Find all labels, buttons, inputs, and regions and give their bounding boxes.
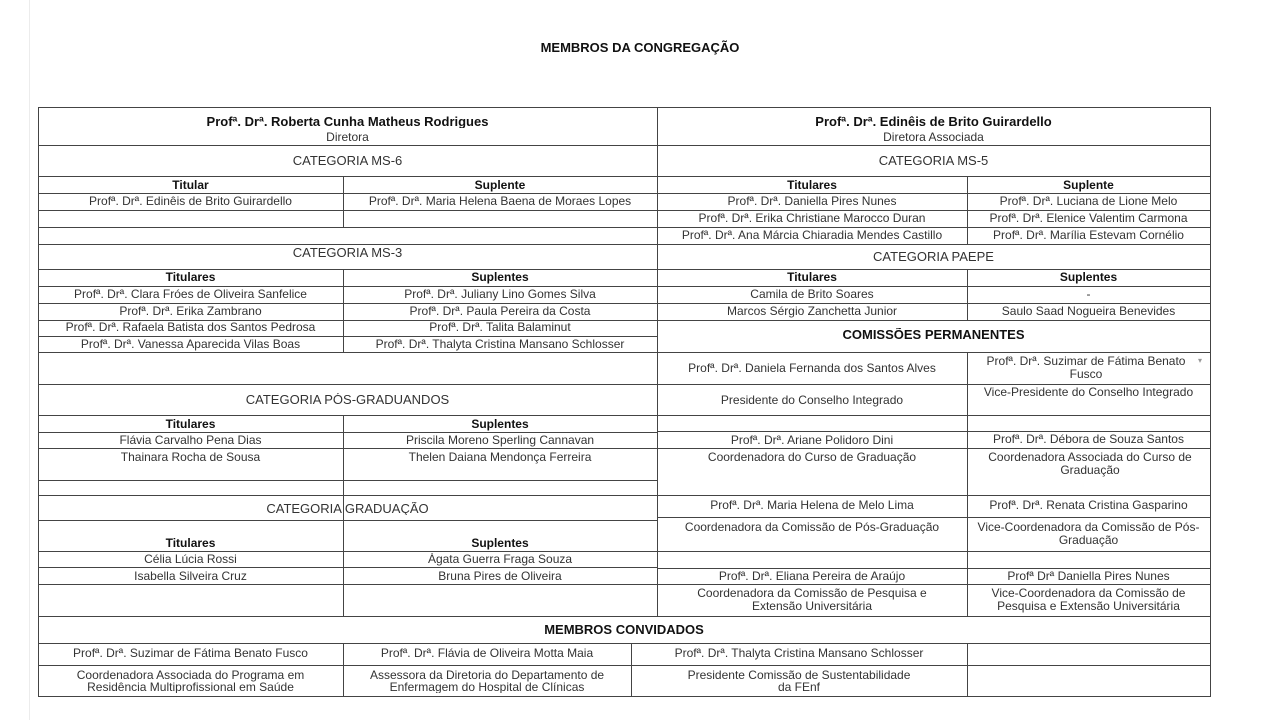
ms3-titular-3: Profª. Drª. Rafaela Batista dos Santos Pedrosa <box>65 321 316 334</box>
pos-titular-2: Thainara Rocha de Sousa <box>120 451 261 464</box>
ms5-suplente-1: Profª. Drª. Luciana de Lione Melo <box>999 195 1178 208</box>
ms5-titular-3: Profª. Drª. Ana Márcia Chiaradia Mendes Castillo <box>681 229 943 242</box>
ms3-titular-4: Profª. Drª. Vanessa Aparecida Vilas Boas <box>80 338 301 351</box>
convidados-title: MEMBROS CONVIDADOS <box>544 623 704 636</box>
comissao-3-left-role: Coordenadora da Comissão de Pós-Graduação <box>684 521 940 534</box>
director-role: Diretora <box>326 131 369 144</box>
ms5-col-titulares: Titulares <box>787 179 837 192</box>
ms3-titular-1: Profª. Drª. Clara Fróes de Oliveira Sanfelice <box>74 288 307 301</box>
pos-title: CATEGORIA PÓS-GRADUANDOS <box>245 393 450 406</box>
ms3-col-titulares: Titulares <box>165 271 216 284</box>
associate-director-name: Profª. Drª. Edinêis de Brito Guirardello <box>815 115 1052 128</box>
paepe-titular-1: Camila de Brito Soares <box>750 288 874 301</box>
pos-suplente-2: Thelen Daiana Mendonça Ferreira <box>408 451 592 464</box>
ms6-titular-1: Profª. Drª. Edinêis de Brito Guirardello <box>89 195 292 208</box>
grad-col-titulares: Titulares <box>165 537 216 550</box>
ms6-col-suplente: Suplente <box>474 179 526 192</box>
page-left-edge <box>29 0 30 720</box>
comissao-2-right-role: Coordenadora Associada do Curso de Graduação <box>988 451 1192 477</box>
convidado-3-role: Presidente Comissão de Sustentabilidade da FEnf <box>687 669 911 693</box>
ms3-title: CATEGORIA MS-3 <box>292 246 403 259</box>
pos-titular-1: Flávia Carvalho Pena Dias <box>119 434 262 447</box>
pos-col-titulares: Titulares <box>165 418 216 431</box>
ms5-col-suplente: Suplente <box>1063 179 1114 192</box>
comissao-4-left-role: Coordenadora da Comissão de Pesquisa e Extensão Universitária <box>697 587 927 613</box>
page-title: MEMBROS DA CONGREGAÇÃO <box>540 40 740 55</box>
ms3-titular-2: Profª. Drª. Erika Zambrano <box>119 305 262 318</box>
associate-director-role: Diretora Associada <box>883 131 984 144</box>
ms5-suplente-3: Profª. Drª. Marília Estevam Cornélio <box>993 229 1184 242</box>
ms3-col-suplentes: Suplentes <box>471 271 529 284</box>
pos-suplente-1: Priscila Moreno Sperling Cannavan <box>405 434 595 447</box>
comissoes-title: COMISSÕES PERMANENTES <box>842 328 1025 341</box>
ms6-suplente-1: Profª. Drª. Maria Helena Baena de Moraes Lopes <box>368 195 632 208</box>
ms3-suplente-2: Profª. Drª. Paula Pereira da Costa <box>409 305 591 318</box>
ms3-suplente-3: Profª. Drª. Talita Balaminut <box>429 321 571 334</box>
ms5-suplente-2: Profª. Drª. Elenice Valentim Carmona <box>989 212 1188 225</box>
grad-suplente-1: Ágata Guerra Fraga Souza <box>427 553 573 566</box>
grad-title: CATEGORIA GRADUAÇÃO <box>266 502 429 515</box>
comissao-2-left-role: Coordenadora do Curso de Graduação <box>707 451 917 464</box>
convidado-3-name: Profª. Drª. Thalyta Cristina Mansano Schlosser <box>674 647 924 660</box>
paepe-titular-2: Marcos Sérgio Zanchetta Junior <box>726 305 898 318</box>
comissao-1-left-role: Presidente do Conselho Integrado <box>720 394 904 407</box>
paepe-col-suplentes: Suplentes <box>1059 271 1118 284</box>
paepe-suplente-2: Saulo Saad Nogueira Benevides <box>1001 305 1176 318</box>
grad-col-suplentes: Suplentes <box>471 537 529 550</box>
pos-col-suplentes: Suplentes <box>471 418 529 431</box>
ms5-title: CATEGORIA MS-5 <box>878 154 989 167</box>
comissao-3-right-name: Profª. Drª. Renata Cristina Gasparino <box>989 499 1188 512</box>
ms6-title: CATEGORIA MS-6 <box>292 154 403 167</box>
ms3-suplente-1: Profª. Drª. Juliany Lino Gomes Silva <box>404 288 596 301</box>
convidado-1-name: Profª. Drª. Suzimar de Fátima Benato Fusco <box>73 647 308 660</box>
paepe-col-titulares: Titulares <box>787 271 837 284</box>
ms5-titular-2: Profª. Drª. Erika Christiane Marocco Duran <box>698 212 926 225</box>
paepe-title: CATEGORIA PAEPE <box>873 250 994 263</box>
convidado-2-role: Assessora da Diretoria do Departamento de Enfermagem do Hospital de Clínicas <box>369 669 605 693</box>
comissao-3-left-name: Profª. Drª. Maria Helena de Melo Lima <box>710 499 914 512</box>
comissao-1-right-name: Profª. Drª. Suzimar de Fátima Benato Fusco <box>986 355 1186 381</box>
grad-suplente-2: Bruna Pires de Oliveira <box>438 570 562 583</box>
director-name: Profª. Drª. Roberta Cunha Matheus Rodrigues <box>206 115 489 128</box>
comissao-1-right-role: Vice-Presidente do Conselho Integrado <box>983 386 1194 399</box>
grad-titular-2: Isabella Silveira Cruz <box>134 570 247 583</box>
comissao-2-right-name: Profª. Drª. Débora de Souza Santos <box>993 433 1184 446</box>
comissao-4-right-role: Vice-Coordenadora da Comissão de Pesquisa e Extensão Universitária <box>991 587 1186 613</box>
grad-titular-1: Célia Lúcia Rossi <box>144 553 237 566</box>
comissao-3-right-role: Vice-Coordenadora da Comissão de Pós-Graduação <box>977 521 1200 547</box>
comissao-2-left-name: Profª. Drª. Ariane Polidoro Dini <box>730 434 894 447</box>
convidado-1-role: Coordenadora Associada do Programa em Residência Multiprofissional em Saúde <box>76 669 305 693</box>
comissao-1-left-name: Profª. Drª. Daniela Fernanda dos Santos Alves <box>688 362 936 375</box>
ms5-titular-1: Profª. Drª. Daniella Pires Nunes <box>727 195 897 208</box>
ms3-suplente-4: Profª. Drª. Thalyta Cristina Mansano Schlosser <box>375 338 625 351</box>
paepe-suplente-1: - <box>1086 288 1091 301</box>
comissao-4-right-name: Profª Drª Daniella Pires Nunes <box>1007 570 1170 583</box>
ms6-col-titular: Titular <box>172 179 209 192</box>
comissao-4-left-name: Profª. Drª. Eliana Pereira de Araújo <box>718 570 906 583</box>
convidado-2-name: Profª. Drª. Flávia de Oliveira Motta Maia <box>380 647 594 660</box>
chevron-down-icon[interactable]: ▾ <box>1198 356 1203 365</box>
